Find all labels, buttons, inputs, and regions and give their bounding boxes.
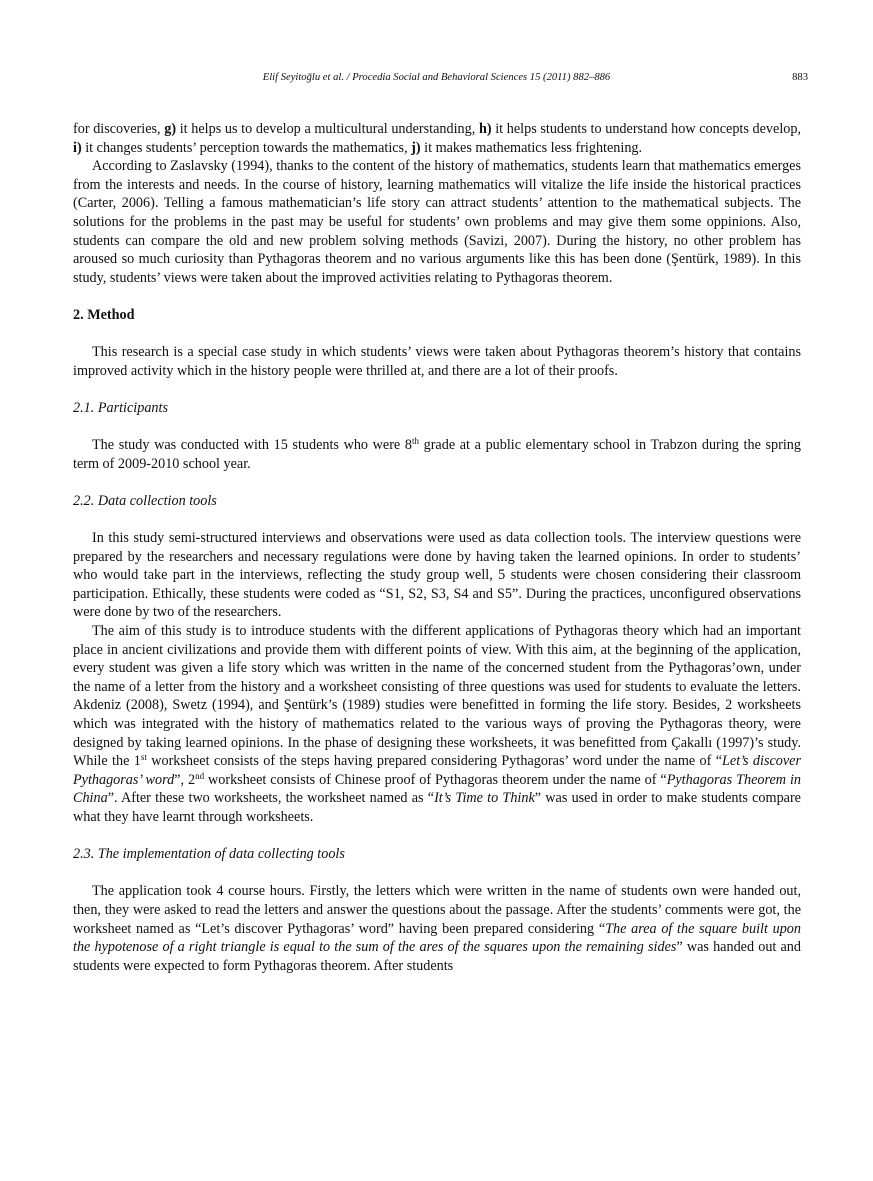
paragraph-implementation	[73, 882, 801, 975]
subsection-heading-implementation: 2.3. The implementation of data collecting tools	[73, 846, 345, 863]
text: ” was used in order to make students compare what they have learnt through worksheets.	[73, 790, 801, 825]
running-head: Elif Seyitoğlu et al. / Procedia Social and Behavioral Sciences 15 (2011) 882–886	[262, 72, 611, 83]
paragraph-method: This research is a special case study in which students’ views were taken about Pythagoras theorem’s history that contains improved activity which in the history people were thrilled at, and there are a lot of their proofs.	[73, 344, 801, 379]
worksheet-title: Pythagoras Theorem in China	[73, 771, 801, 807]
list-marker: i)	[73, 139, 82, 156]
superscript: nd	[195, 770, 205, 781]
paragraph-participants	[73, 436, 801, 473]
text: it makes mathematics less frightening.	[420, 139, 643, 156]
text: worksheet consists of Chinese proof of Pythagoras theorem under the name of “	[204, 771, 667, 788]
paragraph-interviews: In this study semi-structured interviews and observations were used as data collection tools. The interview questions were prepared by the researchers and necessary regulations were done by having taken the learned opinions. In order to students’ who would take part in the interviews, reflecting the study group well, 5 students were chosen considering their classroom participation. Ethically, these students were coded as “S1, S2, S3, S4 and S5”. During the practices, unconfigured observations were done by two of the researchers.	[73, 530, 801, 621]
worksheet-title: It’s Time to Think	[434, 790, 535, 807]
text: it helps us to develop a multicultural understanding,	[176, 121, 479, 137]
text: The study was conducted with 15 students who were 8	[92, 437, 412, 454]
worksheet-title: Let’s discover Pythagoras’ word	[73, 753, 801, 788]
paragraph-zaslavsky: According to Zaslavsky (1994), thanks to the content of the history of mathematics, students learn that mathematics emerges from the interests and needs. In the course of history, learning mathematics will vitalize the life inside the historical practices (Carter, 2006). Telling a famous mathematician’s life story can attract students’ attention to the mathematical subjects. The solutions for the problems in the past may be useful for students’ own problems and may give them some oppinions. Also, students can compare the old and new problem solving methods (Savizi, 2007). During the history, no other problem has aroused so much curiosity than Pythagoras theorem and no various arguments like this has been done (Şentürk, 1989). In this study, students’ views were taken about the improved activities relating to Pythagoras theorem.	[73, 158, 801, 286]
superscript: st	[140, 752, 147, 763]
text: ”. After these two worksheets, the worksheet named as “	[107, 790, 435, 807]
list-marker: h)	[478, 121, 492, 137]
text: worksheet consists of the steps having prepared considering Pythagoras’ word under the name of “	[146, 753, 723, 770]
paragraph-aim	[73, 622, 801, 827]
subsection-heading-data-collection: 2.2. Data collection tools	[73, 492, 217, 509]
subsection-heading-participants: 2.1. Participants	[73, 399, 168, 416]
paragraph-continuation	[73, 120, 801, 157]
text: The application took 4 course hours. Firstly, the letters which were written in the name of students own were handed out, then, they were asked to read the letters and answer the questions about the passage. After the students’ comments were got, the worksheet named as “Let’s discover Pythagoras’ word” having been prepared considering “	[73, 883, 801, 937]
text: The aim of this study is to introduce students with the different applications of Pythagoras theory which had an important place in ancient civilizations and provide them with different points of view. With this aim, at the beginning of the application, every student was given a life story which was written in the name of the concerned student from the Pythagoras’own, under the name of a letter from the history and a worksheet consisting of three questions was used for students to evaluate the letters. Akdeniz (2008), Swetz (1994), and Şentürk’s (1989) studies were benefitted in forming the life story. Besides, 2 worksheets which was integrated with the history of mathematics related to the various ways of proving the Pythagoras theory, were designed by taking learned opinions. In the phase of designing these worksheets, it was benefitted from Çakallı (1997)’s study. While the 1	[73, 623, 801, 770]
text: it changes students’ perception towards the mathematics,	[81, 139, 412, 156]
section-heading-method: 2. Method	[73, 306, 135, 323]
text: for discoveries,	[73, 121, 165, 137]
page-body	[73, 120, 801, 975]
list-marker: g)	[164, 121, 177, 137]
text: it helps students to understand how concepts develop,	[491, 121, 801, 137]
text: ”, 2	[174, 771, 196, 788]
text: grade at a public elementary school in Trabzon during the spring term of 2009-2010 school year.	[73, 437, 801, 472]
text: ” was handed out and students were expected to form Pythagoras theorem. After students	[73, 939, 801, 974]
quoted-theorem: The area of the square built upon the hypotenose of a right triangle is equal to the sum of the ares of the squares upon the remaining sides	[73, 920, 801, 956]
list-marker: j)	[411, 139, 421, 156]
superscript: th	[411, 436, 419, 447]
page-number: 883	[792, 72, 808, 83]
running-header	[0, 72, 873, 90]
